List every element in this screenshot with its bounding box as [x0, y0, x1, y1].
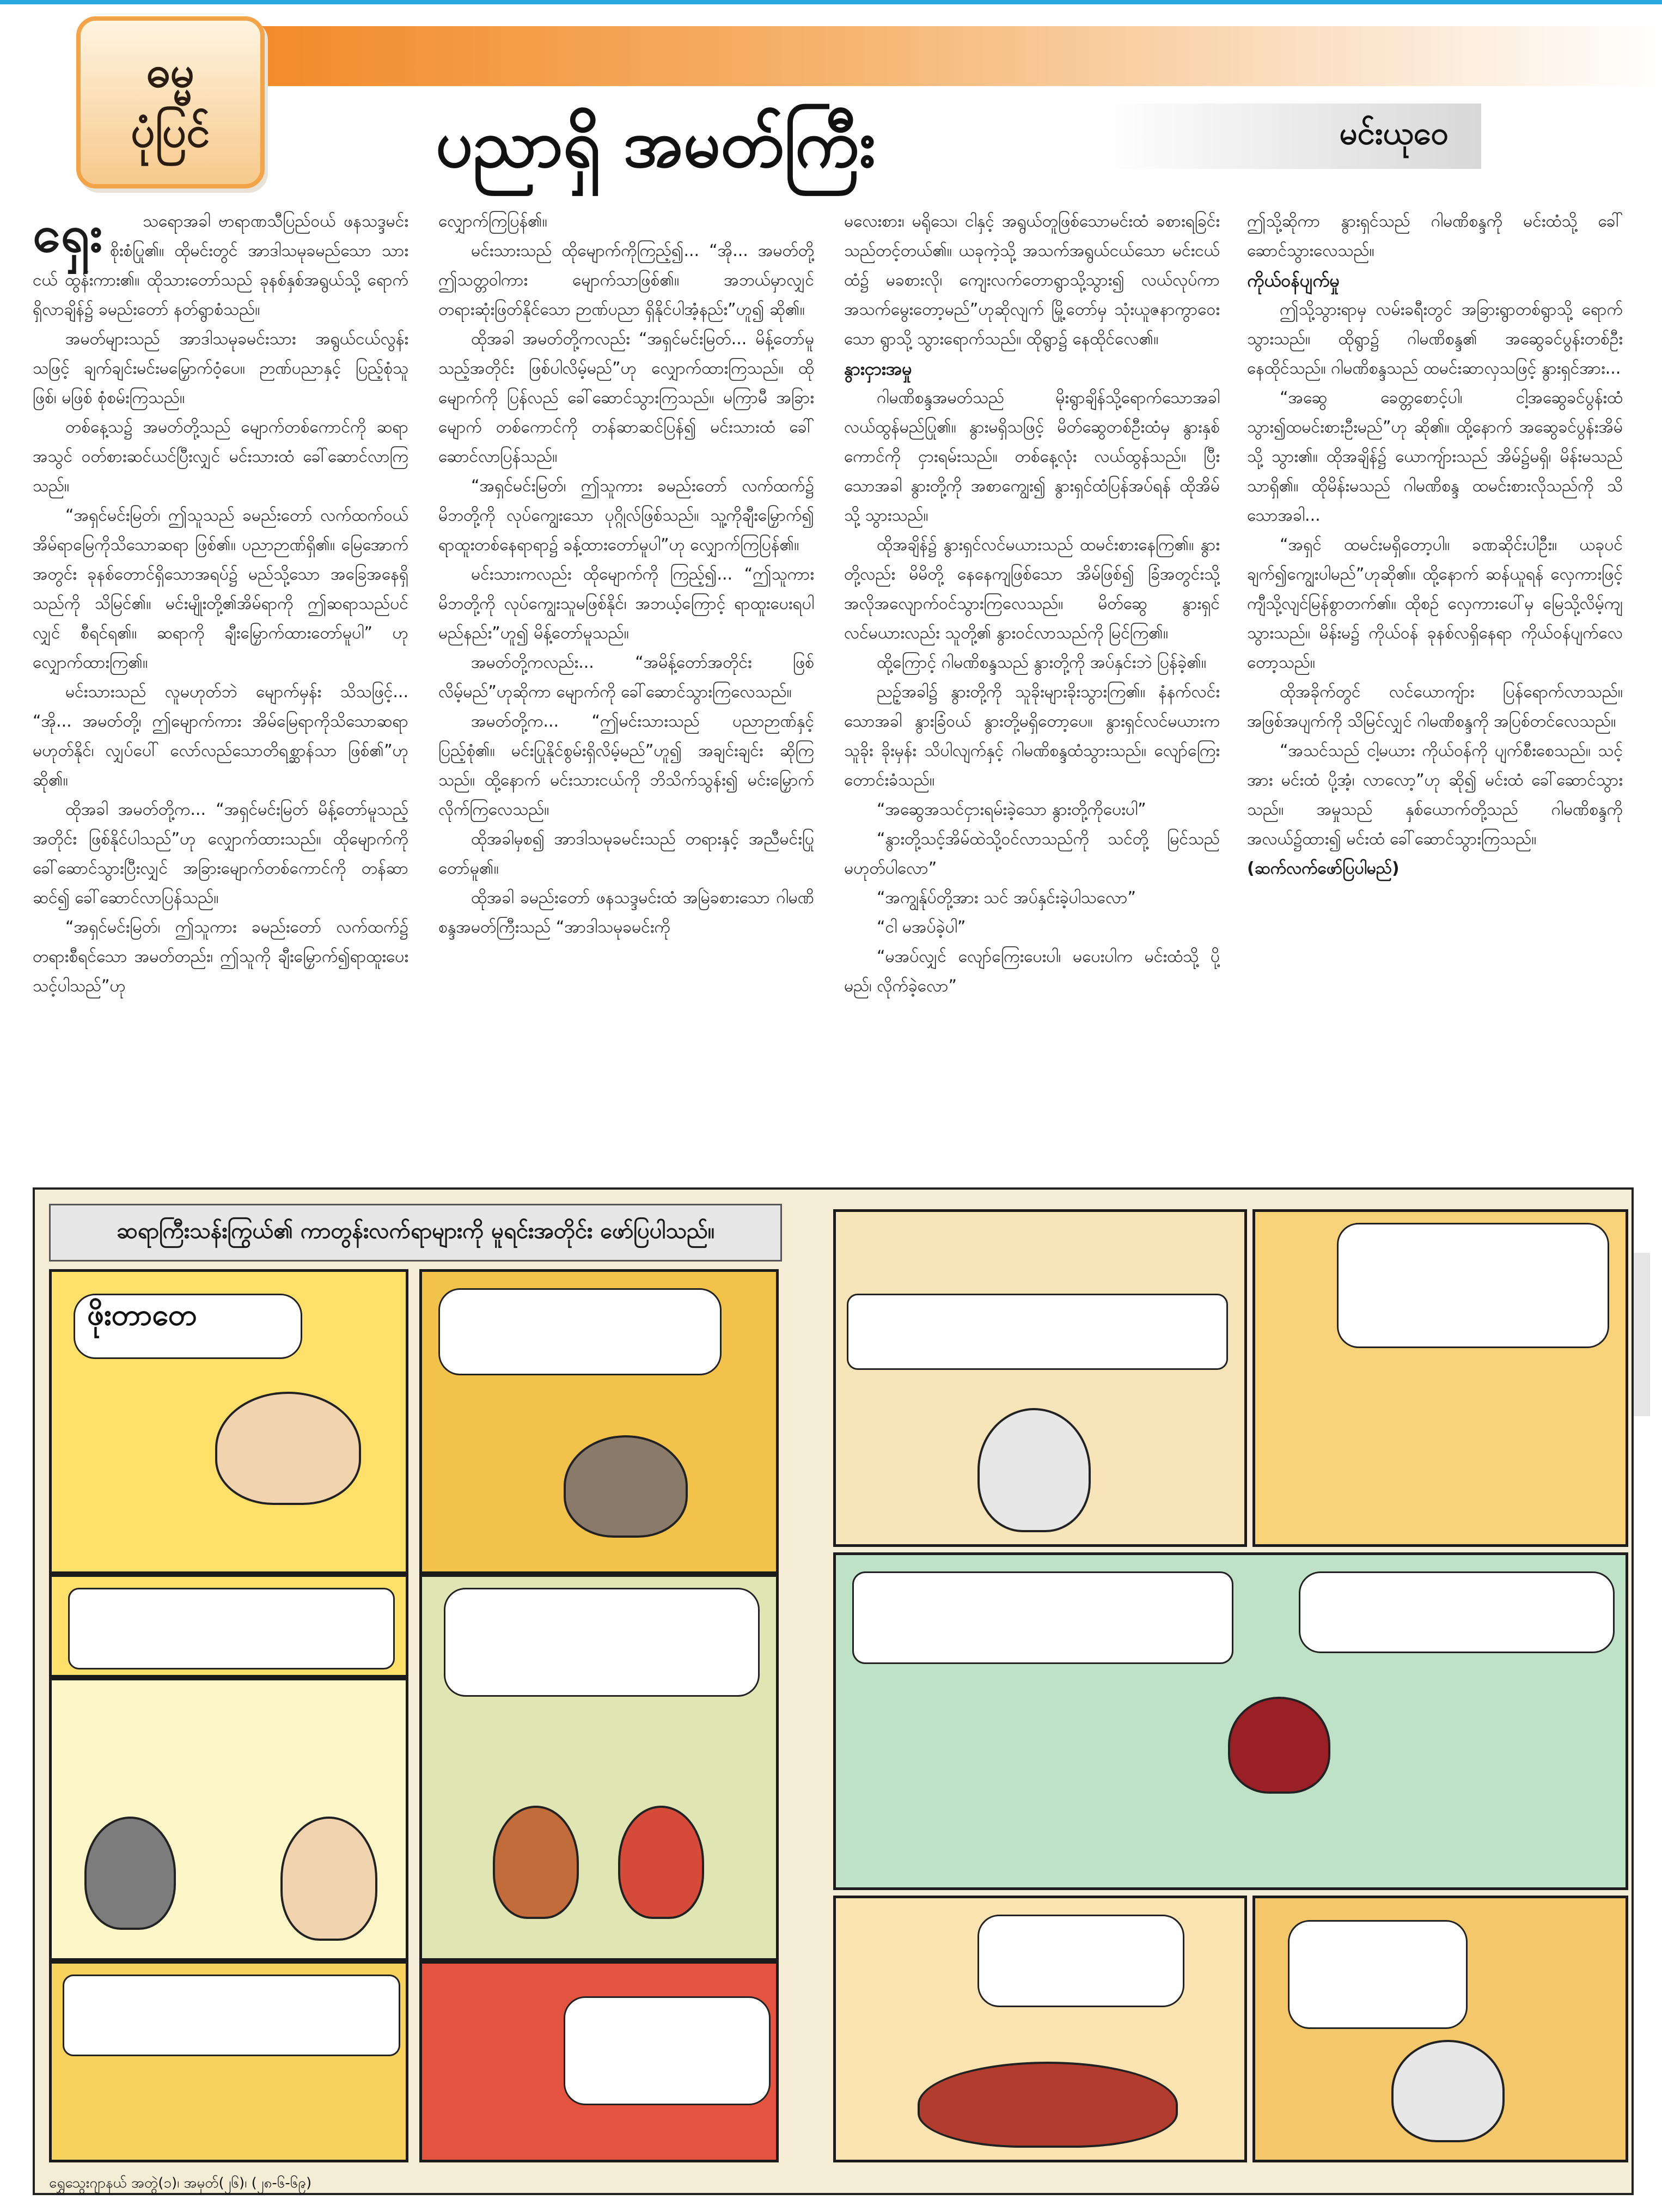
column-3 — [844, 207, 1220, 1144]
speech-bubble — [847, 1294, 1228, 1370]
paragraph: ထိုအခါမှစ၍ အာဒါသမုခမင်းသည် တရားနှင့် အညီမင်းပြုတော်မူ၏။ — [438, 830, 814, 878]
robot-figure — [977, 1408, 1091, 1532]
speech-bubble — [977, 1915, 1184, 2007]
paragraph: “အဆွေ ခေတ္တစောင့်ပါ၊ ငါ့အဆွေခင်ပွန်းထံ သွား၍ထမင်းစားဦးမည်”ဟု ဆို၏။ ထို့နောက် အဆွေခင်ပွန်းအိမ်သို့ သွား၏။ ထိုအချိန်၌ ယောကျ်ားသည် အိမ်၌မရှိ၊ မိန်းမသည်သာရှိ၏။ ထိုမိန်းမသည် ဂါမဏိစန္ဒ ထမင်းစားလိုသည်ကို သိသောအခါ... — [1247, 388, 1623, 525]
character-figure — [493, 1806, 579, 1919]
paragraph: ထို့ကြောင့် ဂါမဏိစန္ဒသည် နွားတို့ကို အပ်နှင်းဘဲ ပြန်ခဲ့၏။ — [877, 653, 1207, 672]
paragraph: “မအပ်လျှင် လျော်ကြေးပေးပါ၊ မပေးပါက မင်းထံသို့ ပို့မည်၊ လိုက်ခဲ့လော” — [844, 947, 1220, 996]
section-badge — [76, 16, 265, 188]
paragraph: မလေးစား၊ မရိုသေ၊ ငါနှင့် အရွယ်တူဖြစ်သောမင်းထံ ခစားရခြင်းသည်တင့်တယ်၏။ ယခုကဲ့သို့ အသက်အရွယ်ငယ်သော မင်းငယ်ထံ၌ မခစားလို၊ ကျေးလက်တောရွာသို့သွား၍ လယ်လုပ်ကာ အသက်မွေးတော့မည်”ဟုဆိုလျက် မြို့တော်မှ သုံးယူဇနာကွာဝေးသော ရွာသို့ သွားရောက်သည်။ ထိုရွာ၌ နေထိုင်လေ၏။ — [844, 212, 1220, 349]
paragraph: အမတ်တို့ကလည်း... “အမိန့်တော်အတိုင်း ဖြစ်လိမ့်မည်”ဟုဆိုကာ မျောက်ကို ခေါ်ဆောင်သွားကြလေသည်။ — [438, 653, 814, 702]
comic-panel-12 — [1252, 1896, 1628, 2162]
paragraph: “အသင်သည် ငါ့မယား ကိုယ်ဝန်ကို ပျက်စီးစေသည်။ သင့်အား မင်းထံ ပို့အံ့၊ လာလော့”ဟု ဆို၍ မင်းထံ ခေါ်ဆောင်သွားသည်။ အမှုသည် နှစ်ယောက်တို့သည် ဂါမဏိစန္ဒကို အလယ်၌ထား၍ မင်းထံ ခေါ်ဆောင်သွားကြသည်။ — [1247, 741, 1623, 849]
character-figure — [84, 1817, 176, 1930]
column-4 — [1247, 207, 1623, 1024]
paragraph: ဂါမဏိစန္ဒအမတ်သည် မိုးရွာချိန်သို့ရောက်သောအခါ လယ်ထွန်မည်ပြု၏။ နွားမရှိသဖြင့် မိတ်ဆွေတစ်ဦးထံမှ နွားနှစ်ကောင်ကို ငှားရမ်းသည်။ တစ်နေ့လုံး လယ်ထွန်သည်။ ပြီးသောအခါ နွားတို့ကို အစာကျွေး၍ နွားရှင်ထံပြန်အပ်ရန် ထိုအိမ်သို့ သွားသည်။ — [844, 388, 1220, 525]
paragraph: ထိုအခါ အမတ်တို့က... “အရှင်မင်းမြတ် မိန့်တော်မူသည့်အတိုင်း ဖြစ်နိုင်ပါသည်”ဟု လျှောက်ထားသည်။ ထိုမျောက်ကို ခေါ်ဆောင်သွားပြီးလျှင် အခြားမျောက်တစ်ကောင်ကို တန်ဆာဆင်၍ ခေါ်ဆောင်လာပြန်သည်။ — [33, 800, 408, 907]
character-figure — [1228, 1697, 1330, 1794]
top-rule — [0, 0, 1662, 4]
character-figure — [564, 1435, 688, 1538]
comic-panel-1 — [49, 1269, 408, 1574]
paragraph: ဤသို့ဆိုကာ နွားရှင်သည် ဂါမဏိစန္ဒကို မင်းထံသို့ ခေါ်ဆောင်သွားလေသည်။ — [1247, 212, 1623, 260]
speech-bubble — [438, 1288, 722, 1375]
comic-panel-9 — [1252, 1209, 1628, 1547]
speech-bubble — [1299, 1571, 1615, 1653]
character-figure — [618, 1806, 704, 1919]
speech-bubble — [63, 1975, 400, 2056]
badge-line-2: ပုံပြင် — [131, 108, 210, 157]
comic-panel-6 — [49, 1961, 408, 2162]
comic-strip-title: ဖိုးတာတေ — [74, 1294, 302, 1359]
paragraph: တစ်နေ့သ၌ အမတ်တို့သည် မျောက်တစ်ကောင်ကို ဆရာအသွင် ဝတ်စားဆင်ယင်ပြီးလျှင် မင်းသားထံ ခေါ်ဆောင်လာကြသည်။ — [33, 418, 408, 496]
paragraph: သရောအခါ ဗာရာဏသီပြည်ဝယ် ဖနသဒ္ဒမင်း စိုးစံပြု၏။ ထိုမင်းတွင် အာဒါသမုခမည်သော သားငယ် ထွန်းကား၏။ ထိုသားတော်သည် ခုနစ်နှစ်အရွယ်သို့ ရောက်ရှိလာချိန်၌ ခမည်းတော် နတ်ရွာစံသည်။ — [33, 212, 408, 319]
column-2 — [438, 207, 814, 1144]
article-title: ပညာရှိ အမတ်ကြီး — [436, 106, 876, 182]
header-band — [256, 26, 1662, 86]
paragraph: အမတ်တို့က... “ဤမင်းသားသည် ပညာဉာဏ်နှင့် ပြည့်စုံ၏။ မင်းပြုနိုင်စွမ်းရှိလိမ့်မည်”ဟူ၍ အချင်းချင်း ဆိုကြသည်။ ထို့နောက် မင်းသားငယ်ကို ဘိသိက်သွန်း၍ မင်းမြှောက်လိုက်ကြလေသည်။ — [438, 712, 814, 819]
paragraph: ထိုအခိုက်တွင် လင်ယောကျ်ား ပြန်ရောက်လာသည်။ အဖြစ်အပျက်ကို သိမြင်လျှင် ဂါမဏိစန္ဒကို အပြစ်တင်လေသည်။ — [1247, 683, 1623, 731]
to-be-continued: (ဆက်လက်ဖော်ပြပါမည်) — [1247, 859, 1400, 878]
paragraph: “အရှင် ထမင်းမရှိတော့ပါ။ ခဏဆိုင်းပါဦး။ ယခုပင် ချက်၍ကျွေးပါမည်”ဟုဆို၏။ ထို့နောက် ဆန်ယူရန် လှေကားဖြင့် ကျီသို့လျင်မြန်စွာတက်၏။ ထိုစဉ် လှေကားပေါ်မှ မြေသို့လိမ့်ကျသွားသည်။ မိန်းမ၌ ကိုယ်ဝန် ခုနစ်လရှိနေရာ ကိုယ်ဝန်ပျက်လေတော့သည်။ — [1247, 535, 1623, 672]
paragraph: “အကျွန်ုပ်တို့အား သင် အပ်နှင်းခဲ့ပါသလော” — [877, 888, 1136, 907]
paragraph: မင်းသားကလည်း ထိုမျောက်ကို ကြည့်၍... “ဤသူကား မိဘတို့ကို လုပ်ကျွေးသူမဖြစ်နိုင်၊ အဘယ့်ကြောင့် ရာထူးပေးရပါမည်နည်း”ဟူ၍ မိန့်တော်မူသည်။ — [438, 565, 814, 643]
paragraph: “အရှင်မင်းမြတ်၊ ဤသူကား ခမည်းတော် လက်ထက်၌ တရားစီရင်သော အမတ်တည်း၊ ဤသူကို ချီးမြှောက်၍ရာထူးပေးသင့်ပါသည်”ဟု — [33, 918, 408, 996]
article-body — [33, 207, 1639, 1144]
speech-bubble — [852, 1571, 1233, 1664]
comic-panel-2 — [419, 1269, 779, 1574]
speech-bubble — [1288, 1920, 1468, 2029]
paragraph: “နွားတို့သင့်အိမ်ထဲသို့ဝင်လာသည်ကို သင်တို့ မြင်သည်မဟုတ်ပါလော” — [844, 830, 1220, 878]
comic-panel-8 — [833, 1209, 1247, 1547]
paragraph: “အဆွေအသင်ငှားရမ်းခဲ့သော နွားတို့ကိုပေးပါ” — [877, 800, 1146, 819]
comic-panel-10 — [833, 1552, 1628, 1890]
comic-panel-5 — [419, 1574, 779, 1961]
character-figure — [215, 1392, 361, 1505]
paragraph: အမတ်များသည် အာဒါသမုခမင်းသား အရွယ်ငယ်လွန်းသဖြင့် ချက်ချင်းမင်းမမြှောက်ဝံ့ပေ။ ဉာဏ်ပညာနှင့် ပြည့်စုံသူ ဖြစ်၊ မဖြစ် စုံစမ်းကြသည်။ — [33, 330, 408, 407]
paragraph: ဤသို့သွားရာမှ လမ်းခရီးတွင် အခြားရွာတစ်ရွာသို့ ရောက်သွားသည်။ ထိုရွာ၌ ဂါမဏိစန္ဒ၏ အဆွေခင်ပွန်းတစ်ဦး နေထိုင်သည်။ ဂါမဏိစန္ဒသည် ထမင်းဆာလှသဖြင့် နွားရှင်အား... — [1247, 300, 1623, 378]
speech-bubble — [564, 1996, 771, 2105]
paragraph: “ငါ မအပ်ခဲ့ပါ” — [877, 918, 966, 937]
comic-credit: ရွှေသွေးဂျာနယ် အတွဲ(၁)၊ အမှတ်(၂၆)၊ (၂၈-၆-၆၉) — [49, 2175, 312, 2191]
paragraph: “အရှင်မင်းမြတ်၊ ဤသူသည် ခမည်းတော် လက်ထက်ဝယ် အိမ်ရာမြေကိုသိသောဆရာ ဖြစ်၏။ ပညာဉာဏ်ရှိ၏။ မြေအောက်အတွင်း ခုနစ်တောင်ရှိသောအရပ်၌ မည်သို့သော အခြေအနေရှိသည်ကို သိမြင်၏။ မင်းမျိုးတို့၏အိမ်ရာကို ဤဆရာသည်ပင် လျှင် စီရင်ရ၏။ ဆရာကို ချီးမြှောက်ထားတော်မူပါ” ဟု လျှောက်ထားကြ၏။ — [33, 506, 408, 672]
paragraph: ထိုအခါ အမတ်တို့ကလည်း “အရှင်မင်းမြတ်... မိန့်တော်မူသည့်အတိုင်း ဖြစ်ပါလိမ့်မည်”ဟု လျှောက်ထားကြသည်။ ထိုမျောက်ကို ပြန်လည် ခေါ်ဆောင်သွားကြသည်။ မကြာမီ အခြားမျောက် တစ်ကောင်ကို တန်ဆာဆင်ပြန်၍ မင်းသားထံ ခေါ်ဆောင်လာပြန်သည်။ — [438, 330, 814, 466]
drop-cap: ရှေး — [33, 207, 102, 263]
column-1 — [33, 207, 408, 1144]
comic-panel-7 — [419, 1961, 779, 2162]
paragraph: ထိုအချိန်၌ နွားရှင်လင်မယားသည် ထမင်းစားနေကြ၏။ နွားတို့လည်း မိမိတို့ နေနေကျဖြစ်သော အိမ်ဖြစ်၍ ခြံအတွင်းသို့ အလိုအလျောက်ဝင်သွားကြလေသည်။ မိတ်ဆွေ နွားရှင်လင်မယားလည်း သူတို့၏ နွားဝင်လာသည်ကို မြင်ကြ၏။ — [844, 535, 1220, 643]
subheading: ကိုယ်ဝန်ပျက်မှု — [1247, 270, 1340, 291]
bed-figure — [918, 2062, 1178, 2148]
comic-panel-4 — [49, 1678, 408, 1961]
paragraph: ထိုအခါ ခမည်းတော် ဖနသဒ္ဒမင်းထံ အမြဲခစားသော ဂါမဏိစန္ဒအမတ်ကြီးသည် “အာဒါသမုခမင်းကို — [438, 888, 814, 937]
paragraph: လျှောက်ကြပြန်၏။ — [438, 212, 547, 231]
character-figure — [280, 1817, 377, 1941]
speech-bubble — [68, 1588, 395, 1669]
author-name: မင်းယုဝေ — [1100, 103, 1481, 169]
comic-caption: ဆရာကြီးသန်းကြွယ်၏ ကာတွန်းလက်ရာများကို မူရင်းအတိုင်း ဖော်ပြပါသည်။ — [49, 1204, 782, 1262]
comic-panel-11 — [833, 1896, 1247, 2162]
paragraph: မင်းသားသည် ထိုမျောက်ကိုကြည့်၍... “အို... အမတ်တို့ ဤသတ္တဝါကား မျောက်သာဖြစ်၏။ အဘယ်မှာလျှင် တရားဆုံးဖြတ်နိုင်သော ဉာဏ်ပညာ ရှိနိုင်ပါအံ့နည်း”ဟူ၍ ဆို၏။ — [438, 241, 814, 319]
robot-figure — [1391, 2040, 1505, 2142]
paragraph: မင်းသားသည် လူမဟုတ်ဘဲ မျောက်မှန်း သိသဖြင့်... “အို... အမတ်တို့၊ ဤမျောက်ကား အိမ်မြေရာကိုသိသောဆရာ မဟုတ်နိုင်၊ လျှပ်ပေါ် လော်လည်သောတိရစ္ဆာန်သာ ဖြစ်၏”ဟုဆို၏။ — [33, 683, 408, 790]
speech-bubble — [1337, 1223, 1609, 1348]
speech-bubble — [444, 1588, 760, 1697]
paragraph: ညဥ့်အခါ၌ နွားတို့ကို သူခိုးများခိုးသွားကြ၏။ နံနက်လင်းသောအခါ နွားခြံဝယ် နွားတို့မရှိတော့ပေ။ နွားရှင်လင်မယားက သူခိုး ခိုးမှန်း သိပါလျက်နှင့် ဂါမဏိစန္ဒထံသွားသည်။ လျော်ကြေးတောင်းခံသည်။ — [844, 683, 1220, 790]
paragraph: “အရှင်မင်းမြတ်၊ ဤသူကား ခမည်းတော် လက်ထက်၌ မိဘတို့ကို လုပ်ကျွေးသော ပုဂ္ဂိုလ်ဖြစ်သည်။ သူ့ကိုချီးမြှောက်၍ ရာထူးတစ်နေရာရာ၌ ခန့်ထားတော်မူပါ”ဟု လျှောက်ကြပြန်၏။ — [438, 477, 814, 554]
comic-panel-3 — [49, 1574, 408, 1678]
badge-line-1: ဓမ္မ — [146, 48, 195, 97]
subheading: နွားငှားအမှု — [844, 358, 912, 379]
